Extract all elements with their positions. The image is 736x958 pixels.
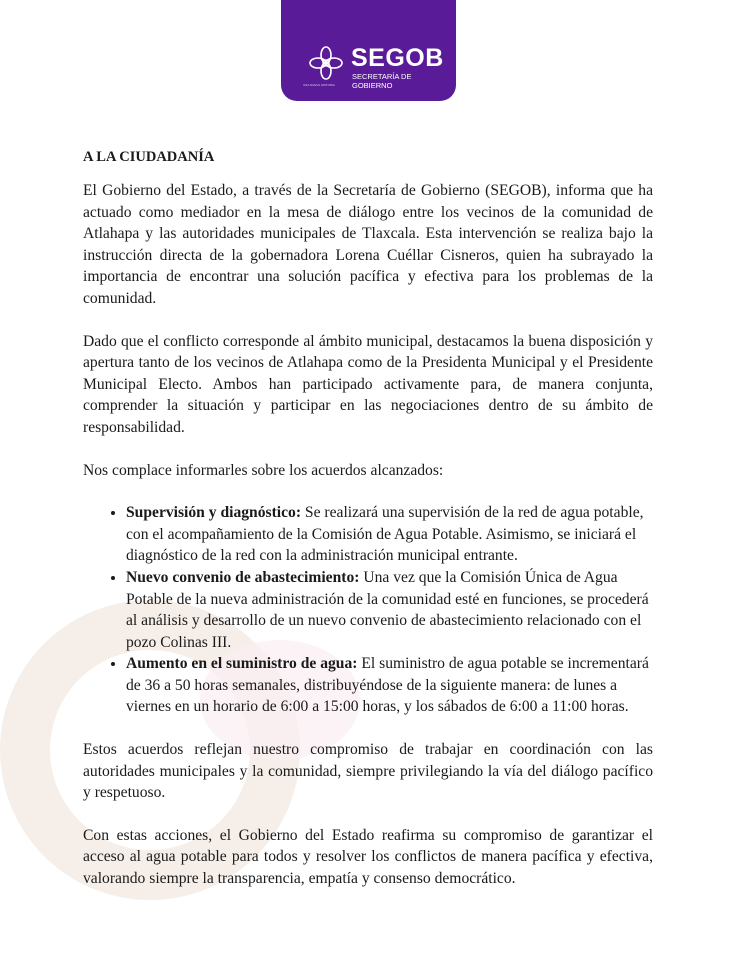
brand-subtitle: SECRETARÍA DE GOBIERNO — [352, 72, 412, 90]
segob-header-banner — [281, 0, 456, 101]
paragraph: Nos complace informarles sobre los acuerdos alcanzados: — [83, 461, 444, 479]
paragraph: Dado que el conflicto corresponde al ámbito municipal, destacamos la buena disposición y apertura tanto de los vecinos de Atlahapa como de la Presidenta Municipal y el Presidente Municipal Electo. Ambos han participado activamente para, de manera conjunta, comprender la situación y participar en las negociaciones dentro de su ámbito de responsabilidad. — [83, 332, 653, 436]
closing-paragraph: Con estas acciones, el Gobierno del Estado reafirma su compromiso de garantizar el acceso al agua potable para todos y resolver los conflictos de manera pacífica y efectiva, valorando siempre la transparencia, empatía y consenso democrático. — [83, 826, 653, 888]
document-heading: A LA CIUDADANÍA — [83, 149, 215, 165]
agreement-item — [126, 502, 653, 567]
closing-paragraph: Estos acuerdos reflejan nuestro compromiso de trabajar en coordinación con las autoridades municipales y la comunidad, siempre privilegiando la vía del diálogo pacífico y respetuoso. — [83, 741, 653, 802]
agreement-text: El suministro de agua potable se incrementará de 36 a 50 horas semanales, distribuyéndose de la siguiente manera: de lunes a viernes en un horario de 6:00 a 15:00 horas, y los sábados de 6:00 a 11:00 horas. — [126, 655, 649, 716]
agreement-title: Supervisión y diagnóstico: — [126, 504, 302, 522]
agreements-list — [83, 502, 653, 718]
agreement-item — [126, 567, 653, 653]
brand-name: SEGOB — [351, 44, 444, 72]
agreement-text: Una vez que la Comisión Única de Agua Potable de la nueva administración de la comunidad esté en funciones, se procederá al análisis y desarrollo de un nuevo convenio de abastecimiento relacionado con el pozo Colinas III. — [126, 568, 649, 651]
paragraph: El Gobierno del Estado, a través de la Secretaría de Gobierno (SEGOB), informa que ha actuado como mediador en la mesa de diálogo entre los vecinos de la comunidad de Atlahapa y las autoridades municipales de Tlaxcala. Esta intervención se realiza bajo la instrucción directa de la gobernadora Lorena Cuéllar Cisneros, quien ha subrayado la importancia de encontrar una solución pacífica y efectiva para los problemas de la comunidad. — [83, 182, 653, 307]
agreement-item — [126, 653, 653, 718]
logo-tagline: UNA NUEVA HISTORIA — [303, 83, 335, 87]
agreement-text: Se realizará una supervisión de la red de agua potable, con el acompañamiento de la Comisión de Agua Potable. Asimismo, se iniciará el diagnóstico de la red con la administración municipal entrante. — [126, 504, 644, 565]
document-body — [83, 147, 653, 911]
flower-logo-icon — [309, 46, 343, 80]
agreement-title: Aumento en el suministro de agua: — [126, 655, 358, 673]
agreement-title: Nuevo convenio de abastecimiento: — [126, 568, 360, 586]
